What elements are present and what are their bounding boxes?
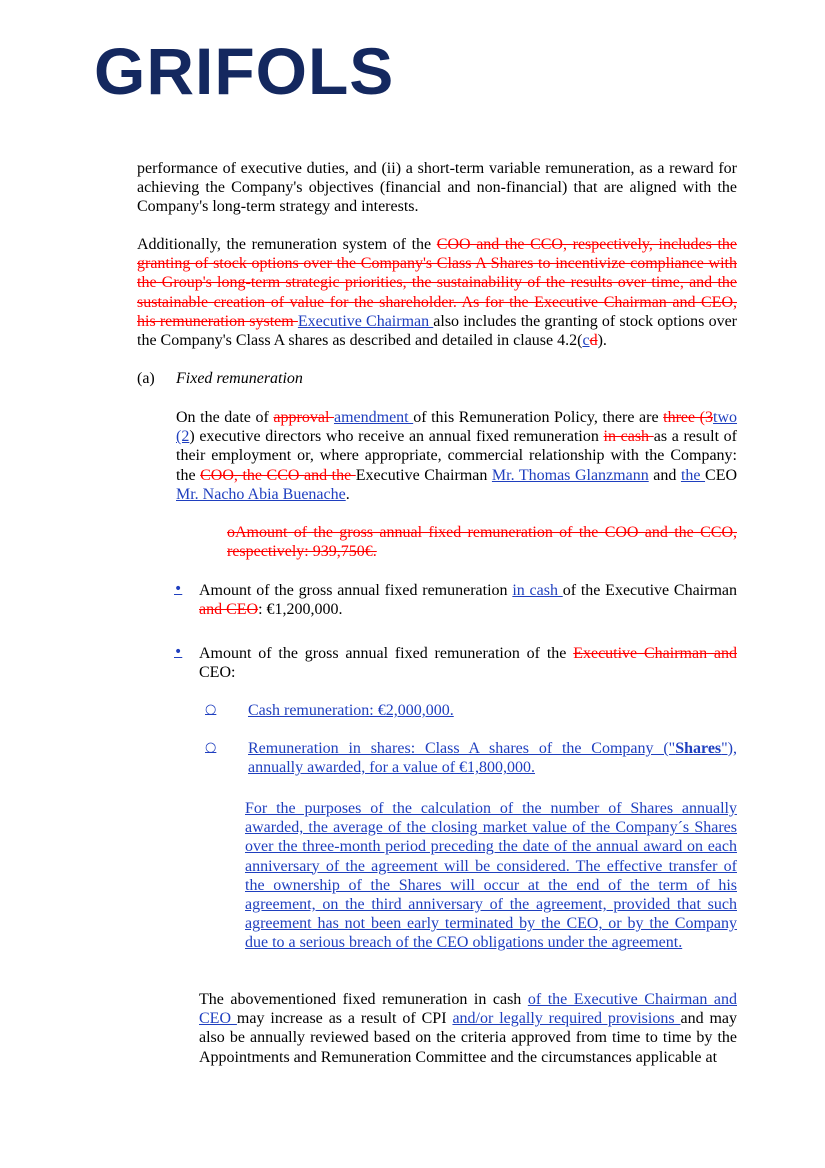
deleted-text: COO, the CCO and the <box>200 466 356 484</box>
inserted-text: Shares <box>675 740 722 757</box>
paragraph-remuneration-system: Additionally, the remuneration system of the COO and the CCO, respectively, includes the granting of stock options over the Company's Class A Shares to incentivize compliance with the Group's long-term strategic priorities, the sustainability of the results over time, and the sustainable creation of value for the shareholder. As for the Executive Chairman and CEO, his remuneration system Executive Chairman also includes the granting of stock options over the Company's Class A shares as described and detailed in clause 4.2(cd). <box>137 236 738 350</box>
paragraph-shares-calculation <box>245 799 737 953</box>
deleted-text: approval <box>273 409 334 426</box>
deleted-text: in cash <box>603 428 654 446</box>
inserted-text: For the purposes of the calculation of the number of Shares annually awarded, the average of the closing market value of the Company´s Shares over the three-month period preceding the date of the annual award on each anniversary of the agreement will be considered. The effective transfer of the ownership of the Shares will occur at the end of the term of his agreement, on the third anniversary of the agreement, provided that such agreement has not been early terminated by the CEO, or by the Company due to a serious breach of the CEO obligations under the agreement. <box>245 800 737 952</box>
inserted-text: Cash remuneration: €2,000,000. <box>248 702 454 719</box>
bullet-item-ceo: Amount of the gross annual fixed remuneration of the Executive Chairman and CEO: <box>199 645 737 682</box>
deleted-text: d <box>589 332 598 350</box>
section-a-title: Fixed remuneration <box>176 370 303 387</box>
deleted-text: oAmount of the gross annual fixed remuneration of the COO and the CCO, respectively: 939,750€. <box>227 524 737 561</box>
paragraph-cpi-review: The abovementioned fixed remuneration in cash of the Executive Chairman and CEO may increase as a result of CPI and/or legally required provisions and may also be annually reviewed based on the criteria approved from time to time by the Appointments and Remuneration Committee and the circumstances applicable at <box>199 991 738 1066</box>
deleted-text: COO and the CCO, respectively, includes the granting of stock options over the Company's Class A Shares to incentivize compliance with the Group's long-term strategic priorities, the sustainability of the results over time, and the sustainable creation of value for the shareholder. As for the Executive Chairman and CEO, his remuneration system <box>137 236 738 330</box>
bullet-item-executive-chairman: Amount of the gross annual fixed remuneration in cash of the Executive Chairman and CEO: €1,200,000. <box>199 582 738 619</box>
paragraph-duties: performance of executive duties, and (ii) a short-term variable remuneration, as a reward for achieving the Company's objectives (financial and non-financial) that are aligned with the Company's long-term strategy and interests. <box>137 160 737 216</box>
inserted-text: and/or legally required provisions <box>452 1010 681 1028</box>
inserted-text: the <box>680 466 706 484</box>
deleted-text: and CEO <box>199 601 259 619</box>
inserted-text: of the Executive Chairman and CEO <box>199 991 737 1028</box>
subbullet-cash-remuneration <box>248 701 737 720</box>
inserted-text: Mr. Nacho Abia Buenache <box>176 485 346 503</box>
circle-bullet-icon: ○ <box>205 740 217 755</box>
inserted-text: c <box>582 332 590 350</box>
inserted-text: Executive Chairman <box>297 312 434 330</box>
grifols-logo: GRIFOLS <box>94 34 395 108</box>
inserted-text: two (2 <box>176 409 738 446</box>
deleted-text: three (3 <box>663 409 714 426</box>
paragraph-deleted-coo-cco <box>227 523 737 561</box>
inserted-text: Mr. Thomas Glanzmann <box>491 466 649 484</box>
circle-bullet-icon: ○ <box>205 702 217 717</box>
inserted-text: "), annually awarded, for a value of €1,800,000. <box>248 740 737 777</box>
paragraph-executive-directors: On the date of approval amendment of this Remuneration Policy, there are three (3two (2) executive directors who receive an annual fixed remuneration in cash as a result of their employment or, where appropriate, commercial relationship with the Company: the COO, the CCO and the Executive Chairman Mr. Thomas Glanzmann and the CEO Mr. Nacho Abia Buenache. <box>176 409 738 503</box>
bullet-icon: • <box>174 581 183 597</box>
inserted-text: amendment <box>333 409 414 426</box>
subbullet-share-remuneration <box>248 739 737 777</box>
section-a-label: (a) <box>137 370 155 387</box>
inserted-text: Remuneration in shares: Class A shares of the Company (" <box>248 740 676 757</box>
deleted-text: Executive Chairman and <box>573 645 737 662</box>
bullet-icon: • <box>174 644 183 660</box>
inserted-text: in cash <box>512 582 563 599</box>
